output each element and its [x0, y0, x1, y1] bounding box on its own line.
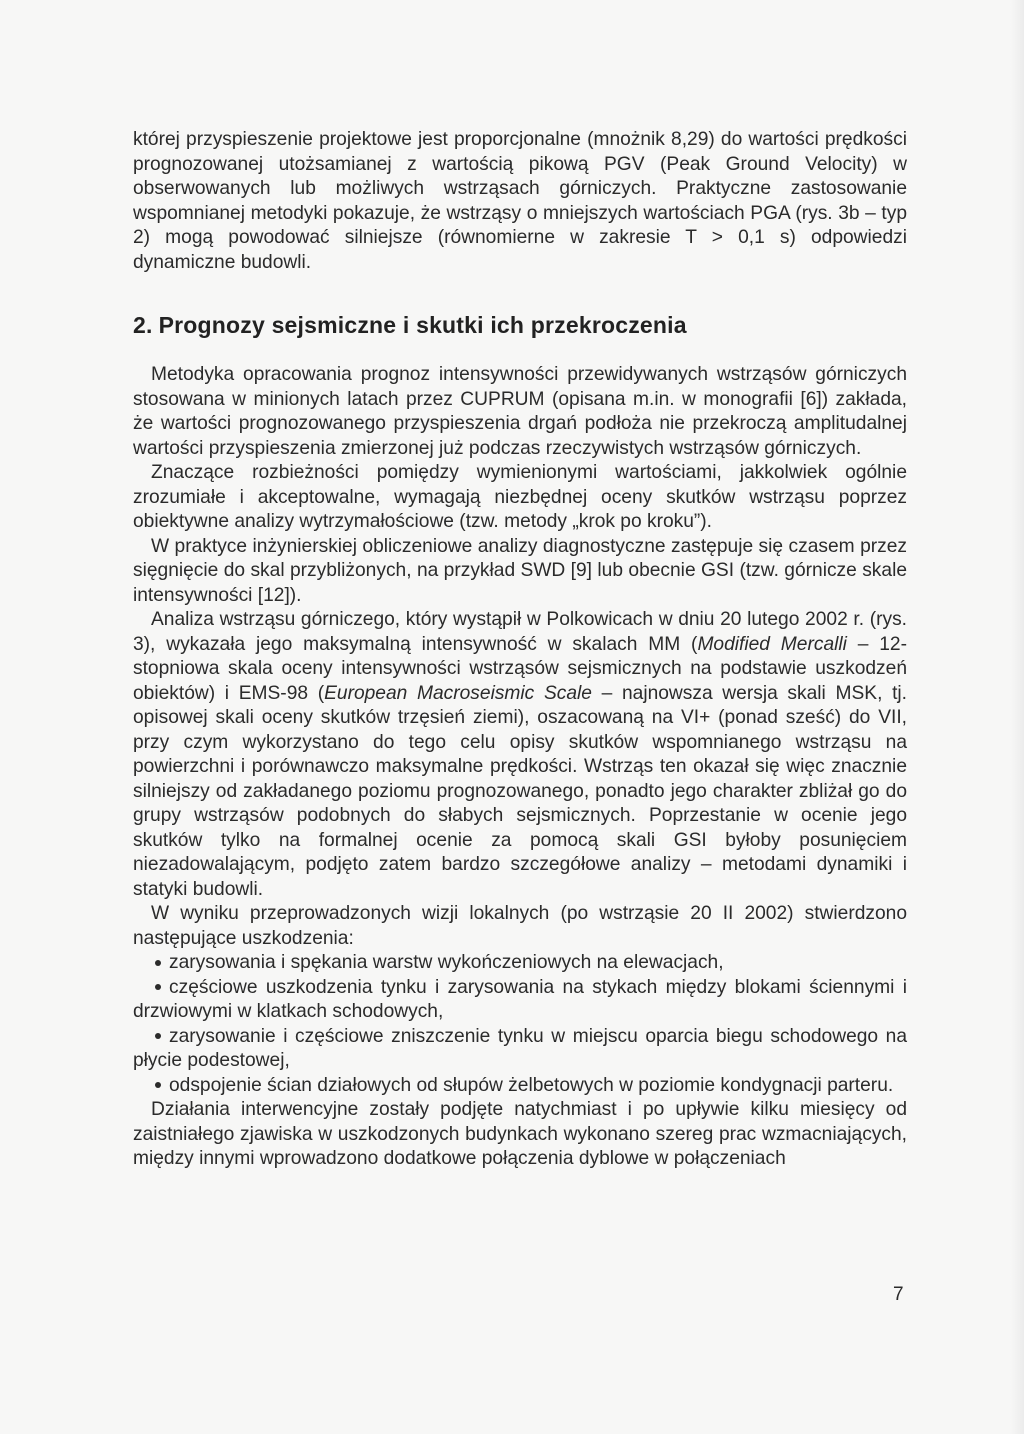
bullet-icon: [151, 951, 169, 976]
paragraph-polkowice-analysis: [133, 608, 907, 902]
bullet-icon: [151, 1025, 169, 1050]
intro-paragraph: której przyspieszenie projektowe jest proporcjonalne (mnożnik 8,29) do wartości prędkości prognozowanej utożsamianej z wartością pikową PGV (Peak Ground Velocity) w obserwowanych lub możliwych wstrząsach górniczych. Praktyczne zastosowanie wspomnianej metodyki pokazuje, że wstrząsy o mniejszych wartościach PGA (rys. 3b – typ 2) mogą powodować silniejsze (równomierne w zakresie T > 0,1 s) odpowiedzi dynamiczne budowli.: [133, 129, 907, 273]
page-body: [133, 128, 907, 1172]
polkowice-text-2: – 12-stopniowa skala oceny intensywności wstrząsów sejsmicznych na podstawie uszkodzeń obiektów) i EMS-98 (: [133, 633, 907, 704]
page-number: 7: [893, 1284, 904, 1305]
section-title: Prognozy sejsmiczne i skutki ich przekroczenia: [158, 312, 687, 338]
section-number: 2.: [133, 312, 153, 338]
bullet-icon: [151, 976, 169, 1001]
list-item: zarysowanie i częściowe zniszczenie tynku w miejscu oparcia biegu schodowego na płycie podestowej,: [133, 1025, 907, 1071]
list-item: częściowe uszkodzenia tynku i zarysowania na stykach między blokami ściennymi i drzwiowymi w klatkach schodowych,: [133, 976, 907, 1022]
damage-list: [133, 951, 907, 1098]
page-edge-shadow: [1010, 0, 1024, 1434]
paragraph-engineering-practice: W praktyce inżynierskiej obliczeniowe analizy diagnostyczne zastępuje się czasem przez sięgnięcie do skal przybliżonych, na przykład SWD [9] lub obecnie GSI (tzw. górnicze skale intensywności [12]).: [133, 535, 907, 606]
paragraph-damage-intro: W wyniku przeprowadzonych wizji lokalnych (po wstrząsie 20 II 2002) stwierdzono następujące uszkodzenia:: [133, 903, 907, 949]
list-item: zarysowania i spękania warstw wykończeniowych na elewacjach,: [133, 951, 907, 976]
paragraph-interventions: Działania interwencyjne zostały podjęte natychmiast i po upływie kilku miesięcy od zaistniałego zjawiska w uszkodzonych budynkach wykonano szereg prac wzmacniających, między innymi wprowadzono dodatkowe połączenia dyblowe w połączeniach: [133, 1099, 907, 1169]
section-heading: [133, 311, 907, 339]
polkowice-text-1: Analiza wstrząsu górniczego, który wystąpił w Polkowicach w dniu 20 lutego 2002 r. (rys. 3), wykazała jego maksymalną intensywność w skalach MM (: [133, 609, 907, 655]
paragraph-methodology: Metodyka opracowania prognoz intensywności przewidywanych wstrząsów górniczych stosowana w minionych latach przez CUPRUM (opisana m.in. w monografii [6]) zakłada, że wartości prognozowanego przyspieszenia drgań podłoża nie przekroczą amplitudalnej wartości przyspieszenia zmierzonej już podczas rzeczywistych wstrząsów górniczych.: [133, 364, 907, 459]
scale-name-mm: Modified Mercalli: [697, 633, 847, 655]
scale-name-ems: European Macroseismic Scale: [324, 682, 592, 704]
polkowice-text-3: – najnowsza wersja skali MSK, tj. opisowej skali oceny skutków trzęsień ziemi), oszacowaną na VI+ (ponad sześć) do VII, przy czym wykorzystano do tego celu opisy skutków wspomnianego wstrząsu na powierzchni i porównawczo maksymalne prędkości. Wstrząs ten okazał się więc znacznie silniejszy od zakładanego poziomu prognozowanego, ponadto jego charakter zbliżał go do grupy wstrząsów podobnych do słabych sejsmicznych. Poprzestanie w ocenie jego skutków tylko na formalnej ocenie za pomocą skali GSI byłoby posunięciem niezadowalającym, podjęto zatem bardzo szczegółowe analizy – metodami dynamiki i statyki budowli.: [133, 682, 907, 900]
list-item: odspojenie ścian działowych od słupów żelbetowych w poziomie kondygnacji parteru.: [133, 1074, 907, 1099]
paragraph-discrepancies: Znaczące rozbieżności pomiędzy wymienionymi wartościami, jakkolwiek ogólnie zrozumiałe i akceptowalne, wymagają niezbędnej oceny skutków wstrząsu poprzez obiektywne analizy wytrzymałościowe (tzw. metody „krok po kroku”).: [133, 462, 907, 532]
bullet-icon: [151, 1074, 169, 1099]
